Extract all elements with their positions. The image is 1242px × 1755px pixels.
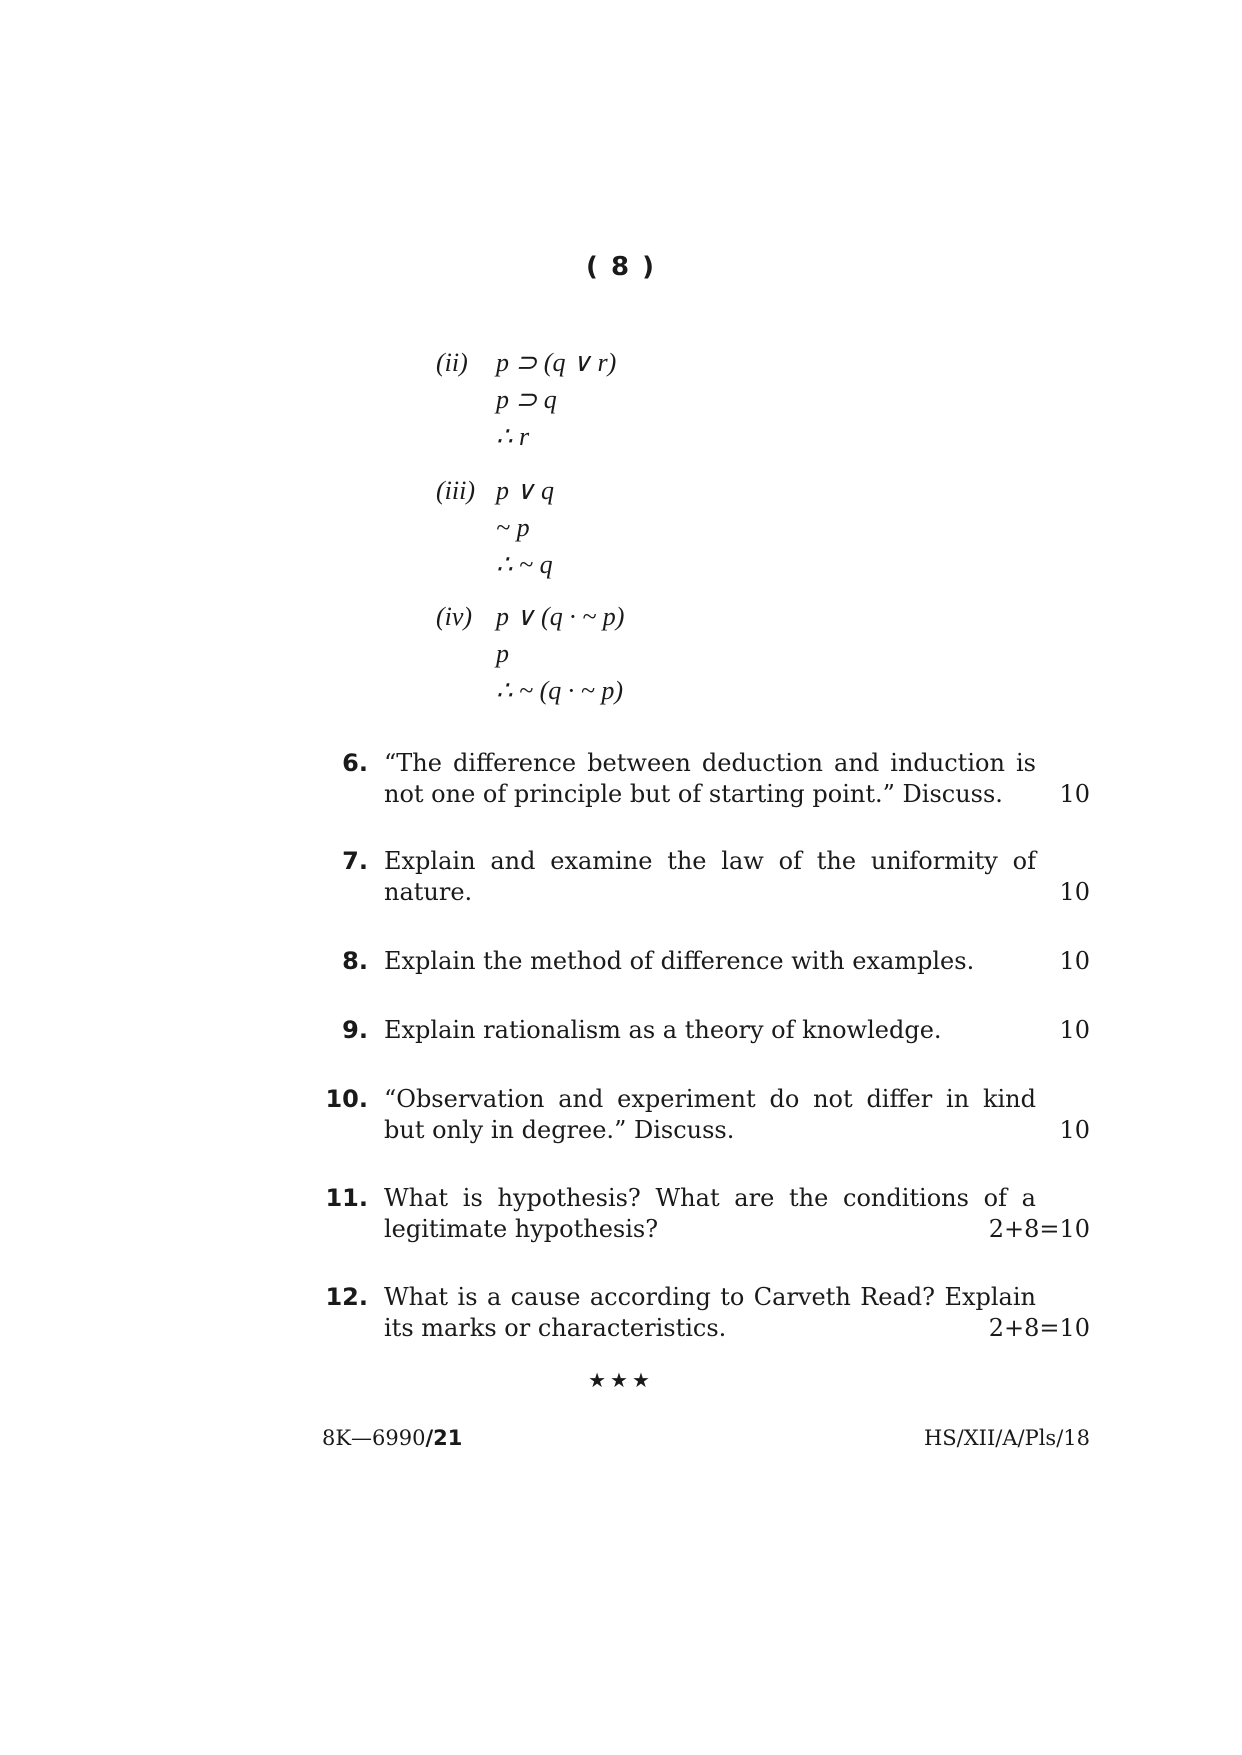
question-number: 9. — [342, 1016, 368, 1044]
footer-paper-code: HS/XII/A/Pls/18 — [923, 1426, 1090, 1450]
marks: 2+8=10 — [988, 1314, 1090, 1342]
marks: 10 — [1059, 1116, 1090, 1144]
footer-code — [322, 1426, 462, 1450]
premise-1: p ⊃ (q ∨ r) — [496, 348, 617, 377]
argument-label: (ii) — [436, 348, 468, 377]
page-number: ( 8 ) — [586, 252, 656, 282]
premise-2: ~ p — [496, 513, 530, 542]
premise-1: p ∨ q — [496, 476, 555, 505]
question-line: “The difference between deduction and induction is — [384, 749, 1036, 777]
question-number: 7. — [342, 847, 368, 875]
end-marker: ★★★ — [588, 1368, 654, 1392]
conclusion: ∴ ~ q — [496, 550, 553, 579]
question-line: Explain the method of difference with examples. — [384, 947, 975, 975]
question-text — [384, 748, 1036, 810]
question-line: but only in degree.” Discuss. — [384, 1116, 735, 1144]
footer-code-prefix: 8K—6990 — [322, 1426, 426, 1450]
marks: 2+8=10 — [988, 1215, 1090, 1243]
question-text — [384, 846, 1036, 908]
question-number: 6. — [342, 749, 368, 777]
question-number: 12. — [325, 1283, 368, 1311]
marks: 10 — [1059, 878, 1090, 906]
question-number: 10. — [325, 1085, 368, 1113]
question-text — [384, 1015, 1036, 1046]
question-line: nature. — [384, 878, 473, 906]
conclusion: ∴ r — [496, 422, 530, 451]
argument-label: (iv) — [436, 602, 473, 631]
question-line: legitimate hypothesis? — [384, 1215, 659, 1243]
question-line: What is a cause according to Carveth Read? Explain — [384, 1283, 1036, 1311]
question-number: 11. — [325, 1184, 368, 1212]
premise-2: p ⊃ q — [496, 385, 557, 414]
marks: 10 — [1059, 1016, 1090, 1044]
question-text — [384, 946, 1036, 977]
question-line: Explain rationalism as a theory of knowledge. — [384, 1016, 942, 1044]
question-line: its marks or characteristics. — [384, 1314, 727, 1342]
question-line: Explain and examine the law of the uniformity of — [384, 847, 1036, 875]
premise-1: p ∨ (q · ~ p) — [496, 602, 625, 631]
marks: 10 — [1059, 947, 1090, 975]
question-text — [384, 1084, 1036, 1146]
question-line: “Observation and experiment do not differ in kind — [384, 1085, 1036, 1113]
question-line: not one of principle but of starting point.” Discuss. — [384, 780, 1003, 808]
question-text — [384, 1183, 1036, 1245]
question-line: What is hypothesis? What are the conditions of a — [384, 1184, 1036, 1212]
question-number: 8. — [342, 947, 368, 975]
argument-label: (iii) — [436, 476, 475, 505]
footer-code-suffix: /21 — [425, 1426, 463, 1450]
marks: 10 — [1059, 780, 1090, 808]
question-text — [384, 1282, 1036, 1344]
conclusion: ∴ ~ (q · ~ p) — [496, 676, 623, 705]
premise-2: p — [496, 639, 509, 668]
